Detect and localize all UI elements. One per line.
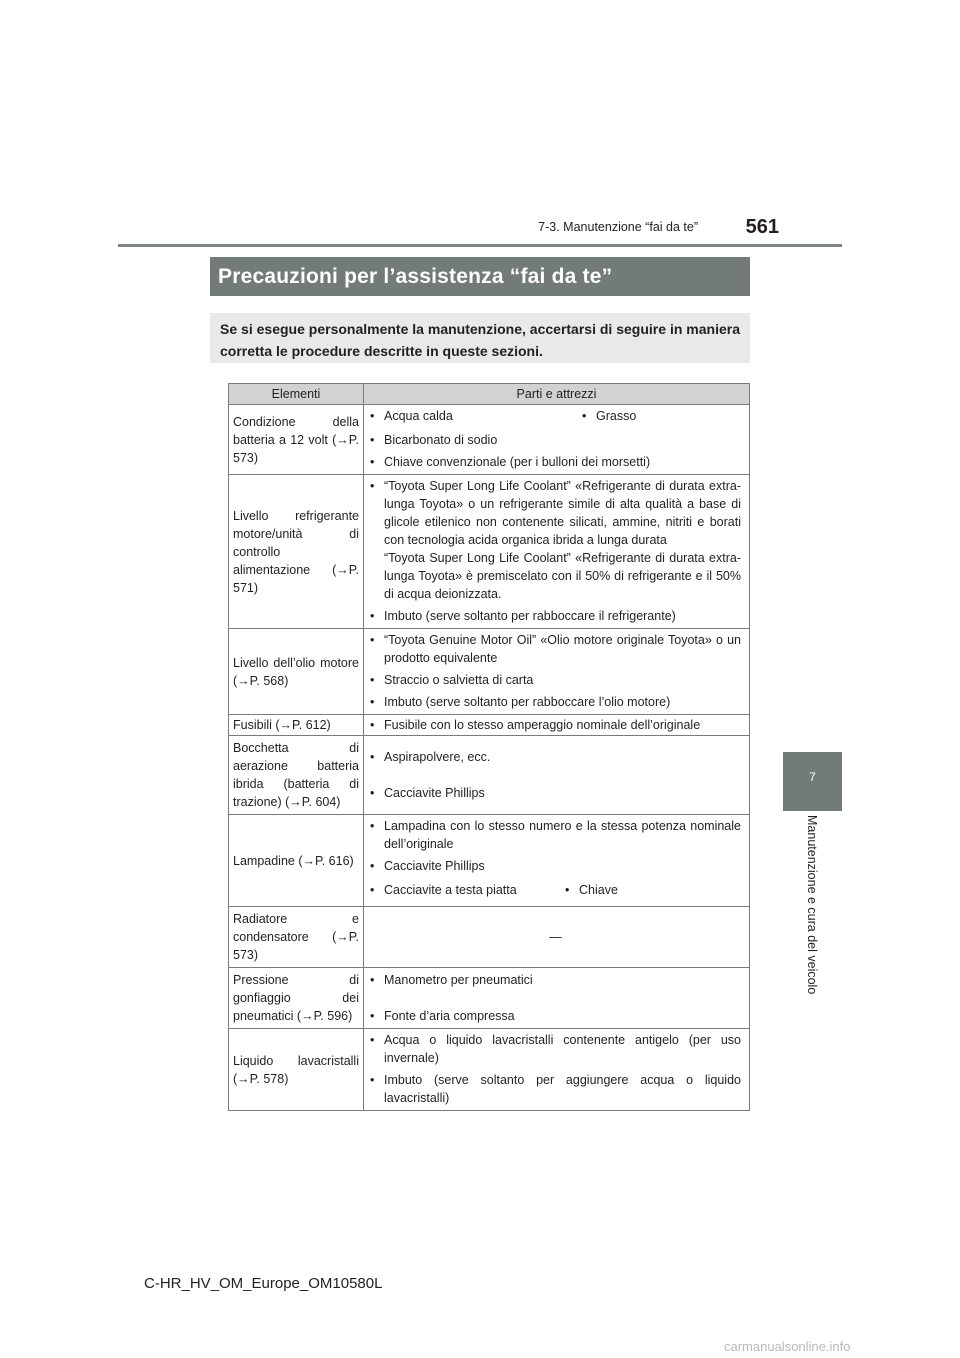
- element-cell: Pressione di gonfiaggio dei pneumatici (→P. 596): [229, 968, 364, 1029]
- list-item: • Fusibile con lo stesso amperaggio nominale dell’originale: [370, 718, 701, 732]
- list-item: • Chiave convenzionale (per i bulloni dei morsetti): [370, 455, 651, 469]
- element-cell: Livello refrigerante motore/unità di controllo alimentazione (→P. 571): [229, 475, 364, 629]
- list-item: • Acqua o liquido lavacristalli contenente antigelo (per uso invernale): [370, 1033, 741, 1065]
- list-item: • Chiave: [565, 883, 618, 897]
- parts-cell: [364, 629, 750, 715]
- element-cell: Radiatore e condensatore (→P. 573): [229, 907, 364, 968]
- list-item: • Cacciavite a testa piatta: [370, 883, 517, 897]
- parts-cell: [364, 736, 750, 815]
- list-item: • Cacciavite Phillips: [370, 785, 485, 800]
- parts-cell: [364, 968, 750, 1029]
- page-title: Precauzioni per l’assistenza “fai da te”: [218, 265, 613, 288]
- list-item: • Imbuto (serve soltanto per aggiungere acqua o liquido lavacristalli): [370, 1073, 741, 1105]
- header-parti: Parti e attrezzi: [364, 384, 750, 405]
- list-item: • Cacciavite Phillips: [370, 859, 485, 873]
- list-item: • Grasso: [582, 409, 637, 423]
- list-item: • Aspirapolvere, ecc.: [370, 749, 491, 764]
- header-rule: [118, 244, 842, 247]
- list-item: • Acqua calda: [370, 409, 453, 423]
- list-item: • “Toyota Super Long Life Coolant” «Refrigerante di durata extra-lunga Toyota» o un refrigerante simile di alta qualità a base di glicole etilenico non contenente silicati, ammine, nitriti e borati con tecnologia acida organica ibrida a lunga durata “Toyota Super Long Life Coolant” «Refrigerante di durata extra-lunga Toyota» è premiscelato con il 50% di refrigerante e il 50% di acqua deionizzata.: [370, 479, 741, 601]
- element-cell: Bocchetta di aerazione batteria ibrida (batteria di trazione) (→P. 604): [229, 736, 364, 815]
- table-row: [229, 405, 750, 475]
- chapter-side-label-text: Manutenzione e cura del veicolo: [805, 815, 819, 995]
- table-row: [229, 475, 750, 629]
- watermark: carmanualsonline.info: [724, 1339, 851, 1354]
- element-cell: Fusibili (→P. 612): [229, 715, 364, 736]
- list-item: • Imbuto (serve soltanto per rabboccare il refrigerante): [370, 609, 676, 623]
- list-item: • “Toyota Genuine Motor Oil” «Olio motore originale Toyota» o un prodotto equivalente: [370, 633, 741, 665]
- list-item: • Lampadina con lo stesso numero e la stessa potenza nominale dell’originale: [370, 819, 741, 851]
- paired-items: [370, 407, 741, 429]
- header-elementi: Elementi: [229, 384, 364, 405]
- paired-items: [370, 879, 741, 903]
- list-item: • Fonte d’aria compressa: [370, 1008, 515, 1023]
- list-item: • Bicarbonato di sodio: [370, 433, 498, 447]
- coolant-note: “Toyota Super Long Life Coolant” «Refrigerante di durata extra-lunga Toyota» è premiscelato con il 50% di refrigerante e il 50% di acqua deionizzata.: [384, 551, 741, 601]
- table-row: [229, 815, 750, 907]
- element-cell: Condizione della batteria a 12 volt (→P. 573): [229, 405, 364, 475]
- parts-cell: [364, 815, 750, 907]
- element-cell: Liquido lavacristalli (→P. 578): [229, 1029, 364, 1111]
- page-number: 561: [745, 216, 779, 238]
- table-header-row: [229, 384, 750, 405]
- list-item: • Straccio o salvietta di carta: [370, 673, 534, 687]
- parts-cell: [364, 475, 750, 629]
- parts-cell: [364, 715, 750, 736]
- tools-table: [228, 383, 750, 1111]
- table-row: [229, 629, 750, 715]
- table-row: [229, 907, 750, 968]
- list-item: • Imbuto (serve soltanto per rabboccare l’olio motore): [370, 695, 671, 709]
- parts-cell: [364, 1029, 750, 1111]
- chapter-tab-number: 7: [809, 770, 816, 784]
- table-row: [229, 1029, 750, 1111]
- element-cell: Livello dell’olio motore (→P. 568): [229, 629, 364, 715]
- intro-box: [210, 313, 750, 363]
- list-item: • Manometro per pneumatici: [370, 972, 533, 987]
- intro-text: Se si esegue personalmente la manutenzione, accertarsi di seguire in maniera corretta le procedure descritte in queste sezioni.: [220, 321, 740, 359]
- page-title-bar: [210, 257, 750, 296]
- table-row: [229, 736, 750, 815]
- section-title: 7-3. Manutenzione “fai da te”: [538, 220, 698, 234]
- table-row: [229, 715, 750, 736]
- parts-cell: [364, 405, 750, 475]
- empty-parts-dash: —: [364, 907, 750, 968]
- element-cell: Lampadine (→P. 616): [229, 815, 364, 907]
- document-code: C-HR_HV_OM_Europe_OM10580L: [144, 1275, 383, 1292]
- table-row: [229, 968, 750, 1029]
